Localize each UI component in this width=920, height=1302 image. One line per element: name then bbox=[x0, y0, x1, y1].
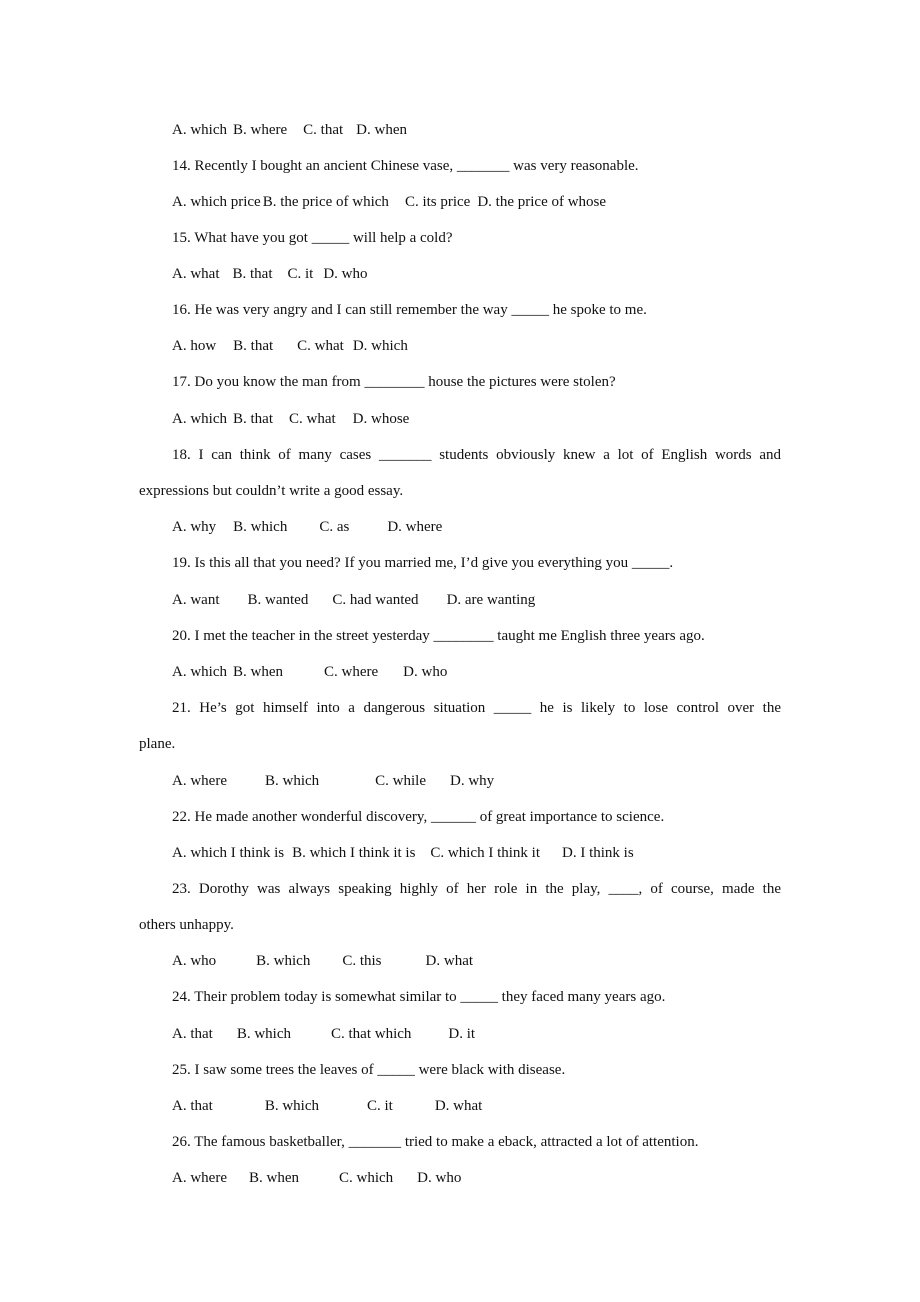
option-d: D. what bbox=[425, 953, 474, 969]
question-24-stem: 24. Their problem today is somewhat similar to _____ they faced many years ago. bbox=[172, 989, 666, 1005]
option-a: A. where bbox=[172, 773, 227, 789]
question-19-stem: 19. Is this all that you need? If you married me, I’d give you everything you _____. bbox=[172, 555, 674, 571]
option-b: B. which bbox=[256, 953, 311, 969]
option-d: D. the price of whose bbox=[477, 194, 607, 210]
question-17-options bbox=[172, 409, 409, 429]
option-d: D. who bbox=[403, 664, 448, 680]
option-a: A. which bbox=[172, 664, 227, 680]
question-25-stem: 25. I saw some trees the leaves of _____ were black with disease. bbox=[172, 1062, 566, 1078]
question-21-stem-line-2: plane. bbox=[139, 736, 176, 752]
option-d: D. it bbox=[448, 1026, 476, 1042]
option-d: D. why bbox=[450, 773, 495, 789]
option-a: A. want bbox=[172, 592, 220, 608]
question-20-stem: 20. I met the teacher in the street yesterday ________ taught me English three years ago. bbox=[172, 628, 705, 644]
option-c: C. that which bbox=[331, 1026, 412, 1042]
option-b: B. the price of which bbox=[262, 194, 389, 210]
option-a: A. why bbox=[172, 519, 217, 535]
question-22-stem: 22. He made another wonderful discovery, ______ of great importance to science. bbox=[172, 809, 665, 825]
option-d: D. are wanting bbox=[446, 592, 536, 608]
option-a: A. who bbox=[172, 953, 217, 969]
question-22-options bbox=[172, 843, 634, 863]
option-b: B. when bbox=[248, 1170, 299, 1186]
option-b: B. wanted bbox=[247, 592, 309, 608]
question-18-stem-line-2: expressions but couldn’t write a good essay. bbox=[139, 483, 404, 499]
option-a: A. which bbox=[172, 122, 227, 138]
question-25-options bbox=[172, 1096, 482, 1116]
option-b: B. that bbox=[233, 411, 273, 427]
option-a: A. what bbox=[172, 266, 220, 282]
question-17-stem: 17. Do you know the man from ________ house the pictures were stolen? bbox=[172, 374, 616, 390]
question-26-options bbox=[172, 1168, 461, 1188]
question-23-options bbox=[172, 951, 473, 971]
option-d: D. who bbox=[417, 1170, 462, 1186]
option-c: C. that bbox=[303, 122, 344, 138]
option-a: A. which bbox=[172, 411, 227, 427]
options-line-13 bbox=[172, 120, 407, 140]
option-c: C. had wanted bbox=[332, 592, 419, 608]
option-b: B. which bbox=[233, 519, 288, 535]
option-c: C. while bbox=[375, 773, 426, 789]
option-a: A. that bbox=[172, 1026, 213, 1042]
option-a: A. how bbox=[172, 338, 217, 354]
option-b: B. where bbox=[233, 122, 288, 138]
option-c: C. it bbox=[287, 266, 314, 282]
question-20-options bbox=[172, 662, 447, 682]
question-24-options bbox=[172, 1024, 475, 1044]
option-b: B. which bbox=[264, 1098, 319, 1114]
question-23-stem-line-1: 23. Dorothy was always speaking highly of her role in the play, ____, of course, made the bbox=[172, 881, 781, 897]
question-16-stem: 16. He was very angry and I can still remember the way _____ he spoke to me. bbox=[172, 302, 647, 318]
question-14-stem: 14. Recently I bought an ancient Chinese vase, _______ was very reasonable. bbox=[172, 158, 639, 174]
option-c: C. which I think it bbox=[430, 845, 540, 861]
option-c: C. what bbox=[289, 411, 336, 427]
question-26-stem: 26. The famous basketballer, _______ tried to make a eback, attracted a lot of attention. bbox=[172, 1134, 699, 1150]
option-c: C. as bbox=[319, 519, 350, 535]
option-a: A. which I think is bbox=[172, 845, 285, 861]
option-d: D. where bbox=[387, 519, 443, 535]
option-c: C. which bbox=[338, 1170, 394, 1186]
question-21-stem-line-1: 21. He’s got himself into a dangerous situation _____ he is likely to lose control over the bbox=[172, 700, 781, 716]
option-c: C. where bbox=[324, 664, 379, 680]
option-c: C. it bbox=[367, 1098, 393, 1114]
option-d: D. which bbox=[352, 338, 408, 354]
option-d: D. who bbox=[323, 266, 368, 282]
option-b: B. that bbox=[233, 338, 274, 354]
option-a: A. that bbox=[172, 1098, 213, 1114]
option-b: B. which bbox=[236, 1026, 291, 1042]
question-15-stem: 15. What have you got _____ will help a cold? bbox=[172, 230, 453, 246]
question-23-stem-line-2: others unhappy. bbox=[139, 917, 234, 933]
option-a: A. which price bbox=[172, 194, 261, 210]
option-a: A. where bbox=[172, 1170, 227, 1186]
option-b: B. which I think it is bbox=[292, 845, 416, 861]
option-c: C. this bbox=[342, 953, 382, 969]
option-b: B. when bbox=[233, 664, 283, 680]
question-18-options bbox=[172, 517, 442, 537]
question-15-options bbox=[172, 264, 368, 284]
option-b: B. that bbox=[232, 266, 273, 282]
option-d: D. when bbox=[356, 122, 407, 138]
question-14-options bbox=[172, 192, 606, 212]
option-b: B. which bbox=[264, 773, 320, 789]
question-16-options bbox=[172, 336, 408, 356]
option-d: D. whose bbox=[352, 411, 410, 427]
option-c: C. its price bbox=[404, 194, 471, 210]
question-19-options bbox=[172, 590, 535, 610]
option-d: D. what bbox=[434, 1098, 483, 1114]
question-18-stem-line-1: 18. I can think of many cases _______ students obviously knew a lot of English words and bbox=[172, 447, 781, 463]
question-21-options bbox=[172, 771, 494, 791]
option-d: D. I think is bbox=[562, 845, 634, 861]
option-c: C. what bbox=[297, 338, 344, 354]
